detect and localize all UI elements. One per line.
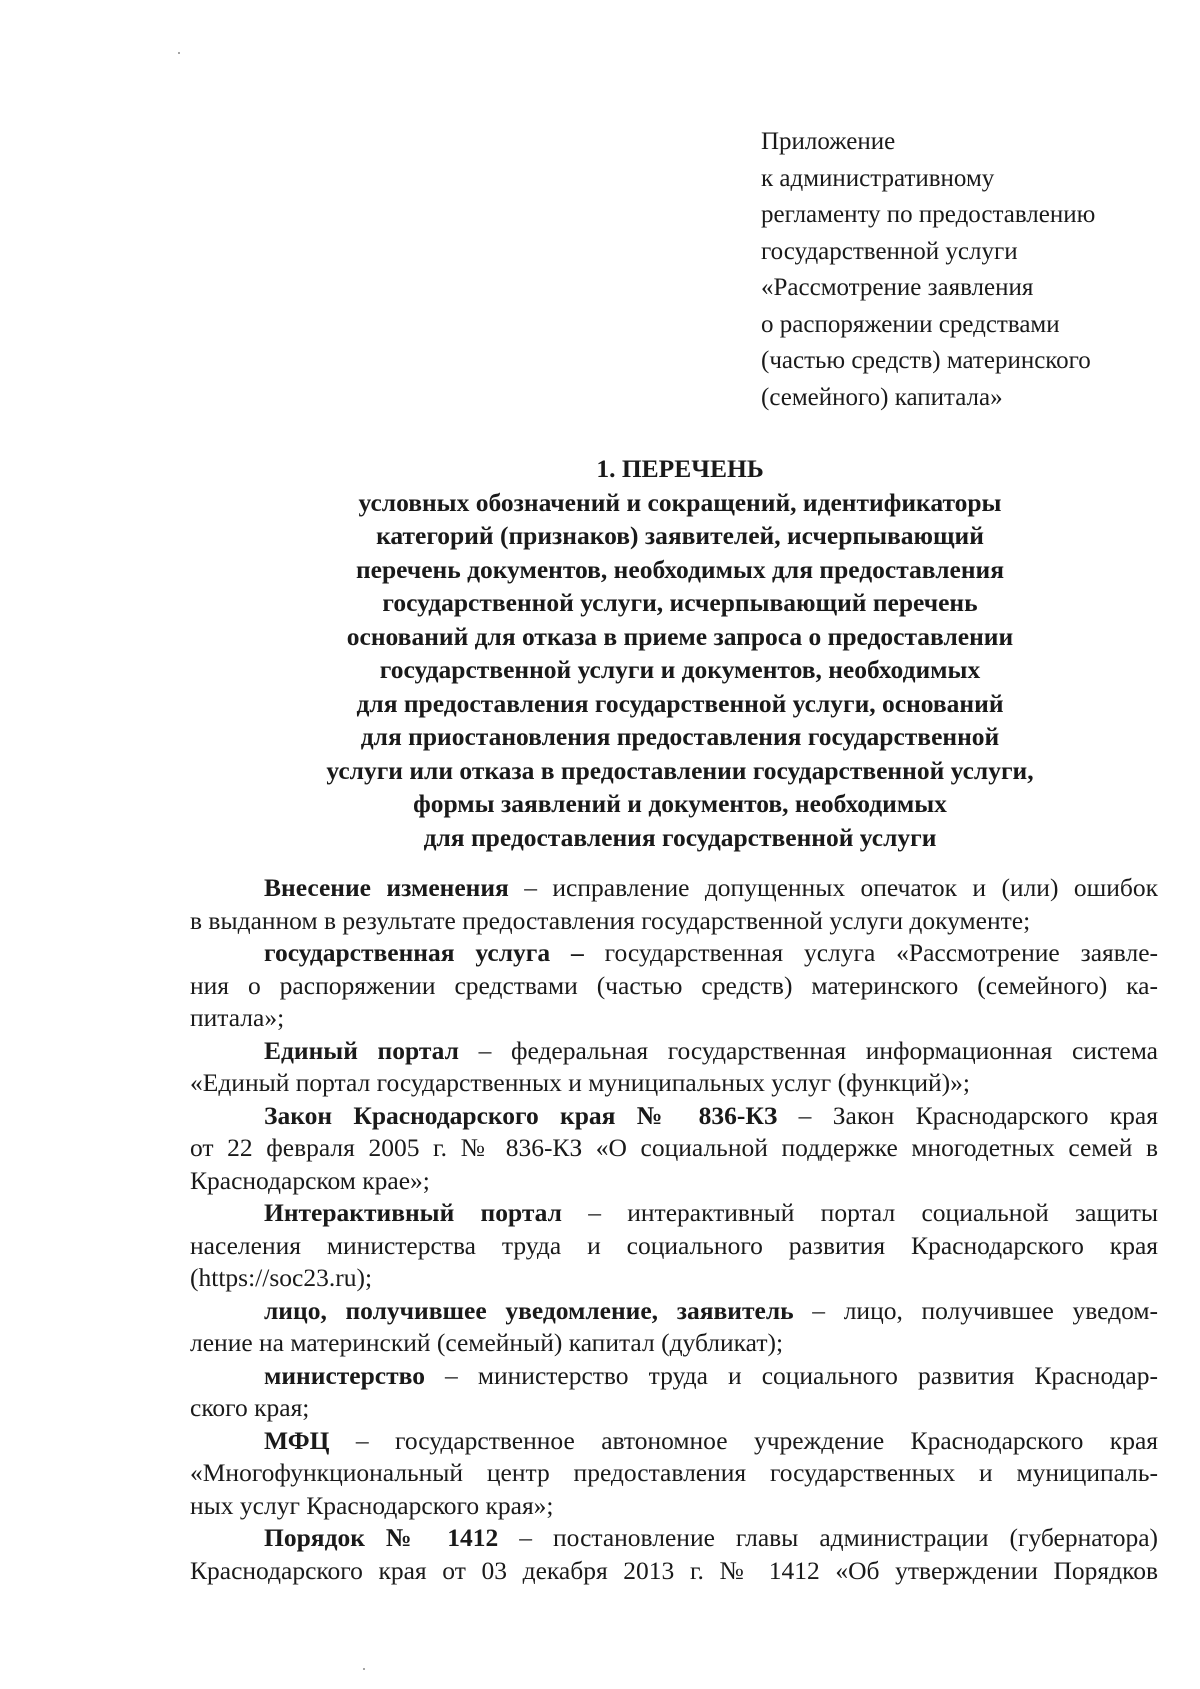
definition-continuation: от 22 февраля 2005 г. № 836-КЗ «О социальной поддержке многодетных семей в bbox=[190, 1133, 1158, 1162]
heading-title: 1. ПЕРЕЧЕНЬ bbox=[596, 454, 764, 483]
definition-first-line bbox=[190, 1425, 1158, 1458]
definition-item bbox=[190, 1100, 1158, 1198]
definition-continuation: ского края; bbox=[190, 1393, 310, 1422]
scan-speck bbox=[178, 52, 180, 54]
definition-term: министерство bbox=[264, 1360, 425, 1390]
definition-continuation: ния о распоряжении средствами (частью средств) материнского (семейного) ка- bbox=[190, 970, 1158, 1000]
definition-item bbox=[190, 1295, 1158, 1360]
appendix-line: государственной услуги bbox=[761, 237, 1018, 265]
definition-text: государственная услуга «Рассмотрение заявле- bbox=[583, 938, 1159, 967]
definition-term: лицо, получившее уведомление, заявитель bbox=[264, 1295, 794, 1325]
heading-line: формы заявлений и документов, необходимых bbox=[413, 789, 947, 818]
definition-continuation: (https://soc23.ru); bbox=[190, 1263, 373, 1292]
heading-line: категорий (признаков) заявителей, исчерпывающий bbox=[376, 521, 984, 550]
definition-term: Внесение изменения bbox=[264, 873, 509, 902]
appendix-line: Приложение bbox=[761, 128, 896, 155]
heading-line: для предоставления государственной услуги, оснований bbox=[356, 688, 1004, 718]
appendix-line: (частью средств) материнского bbox=[761, 347, 1091, 374]
definition-term: Единый портал bbox=[264, 1035, 459, 1065]
heading-line: государственной услуги и документов, необходимых bbox=[379, 655, 981, 684]
appendix-block bbox=[761, 124, 1181, 416]
definition-term: Закон Краснодарского края № 836-КЗ bbox=[264, 1100, 778, 1130]
heading-line: услуги или отказа в предоставлении государственной услуги, bbox=[326, 755, 1034, 785]
definitions-list bbox=[190, 872, 1158, 1587]
definition-term: Интерактивный портал bbox=[264, 1198, 562, 1227]
heading-line: условных обозначений и сокращений, идентификаторы bbox=[358, 487, 1002, 517]
definition-text: – Закон Краснодарского края bbox=[777, 1100, 1158, 1130]
heading-line: для предоставления государственной услуги bbox=[423, 822, 937, 852]
definition-continuation: ных услуг Краснодарского края»; bbox=[190, 1490, 554, 1520]
definition-first-line bbox=[190, 872, 1158, 905]
heading-line: перечень документов, необходимых для предоставления bbox=[355, 554, 1005, 584]
heading-line: оснований для отказа в приеме запроса о предоставлении bbox=[346, 621, 1014, 651]
definition-item bbox=[190, 937, 1158, 1035]
definition-item bbox=[190, 1035, 1158, 1100]
definition-continuation: населения министерства труда и социального развития Краснодарского края bbox=[190, 1230, 1158, 1260]
definition-text: – государственное автономное учреждение Краснодарского края bbox=[329, 1425, 1158, 1455]
definition-term: государственная услуга – bbox=[264, 938, 584, 967]
definition-first-line bbox=[190, 1100, 1158, 1133]
definition-continuation: питала»; bbox=[190, 1003, 285, 1032]
definition-text: – министерство труда и социального развития Краснодар- bbox=[424, 1360, 1158, 1390]
heading-line: государственной услуги, исчерпывающий перечень bbox=[382, 588, 978, 617]
scan-speck bbox=[363, 1668, 365, 1670]
definition-text: – лицо, получившее уведом- bbox=[793, 1295, 1158, 1325]
definition-continuation: Краснодарском крае»; bbox=[190, 1165, 430, 1195]
definition-item bbox=[190, 872, 1158, 937]
definition-first-line bbox=[190, 1197, 1158, 1230]
appendix-line: «Рассмотрение заявления bbox=[761, 274, 1034, 301]
definition-first-line bbox=[190, 1295, 1158, 1328]
definition-continuation: «Многофункциональный центр предоставления государственных и муниципаль- bbox=[190, 1458, 1158, 1487]
heading-line: для приостановления предоставления государственной bbox=[360, 722, 1000, 751]
definition-continuation: «Единый портал государственных и муниципальных услуг (функций)»; bbox=[190, 1068, 971, 1097]
definition-first-line bbox=[190, 1035, 1158, 1068]
definition-term: МФЦ bbox=[264, 1425, 330, 1455]
definition-item bbox=[190, 1522, 1158, 1587]
definition-text: – исправление допущенных опечаток и (или) ошибок bbox=[508, 873, 1158, 902]
definition-first-line bbox=[190, 937, 1158, 970]
definition-text: – постановление главы администрации (губернатора) bbox=[498, 1523, 1159, 1552]
section-heading bbox=[200, 452, 1160, 854]
appendix-line: к административному bbox=[761, 164, 995, 192]
definition-first-line bbox=[190, 1360, 1158, 1393]
definition-continuation: в выданном в результате предоставления государственной услуги документе; bbox=[190, 905, 1031, 935]
definition-continuation: Краснодарского края от 03 декабря 2013 г. № 1412 «Об утверждении Порядков bbox=[190, 1555, 1158, 1585]
appendix-line: о распоряжении средствами bbox=[761, 310, 1060, 338]
definition-continuation: ление на материнский (семейный) капитал (дубликат); bbox=[190, 1328, 784, 1357]
appendix-line: (семейного) капитала» bbox=[761, 383, 1003, 411]
definition-term: Порядок № 1412 bbox=[264, 1523, 499, 1552]
definition-item bbox=[190, 1197, 1158, 1295]
definition-text: – федеральная государственная информационная система bbox=[458, 1035, 1158, 1065]
definition-item bbox=[190, 1360, 1158, 1425]
definition-first-line bbox=[190, 1522, 1158, 1555]
definition-text: – интерактивный портал социальной защиты bbox=[561, 1198, 1159, 1227]
definition-item bbox=[190, 1425, 1158, 1523]
appendix-line: регламенту по предоставлению bbox=[761, 201, 1096, 228]
